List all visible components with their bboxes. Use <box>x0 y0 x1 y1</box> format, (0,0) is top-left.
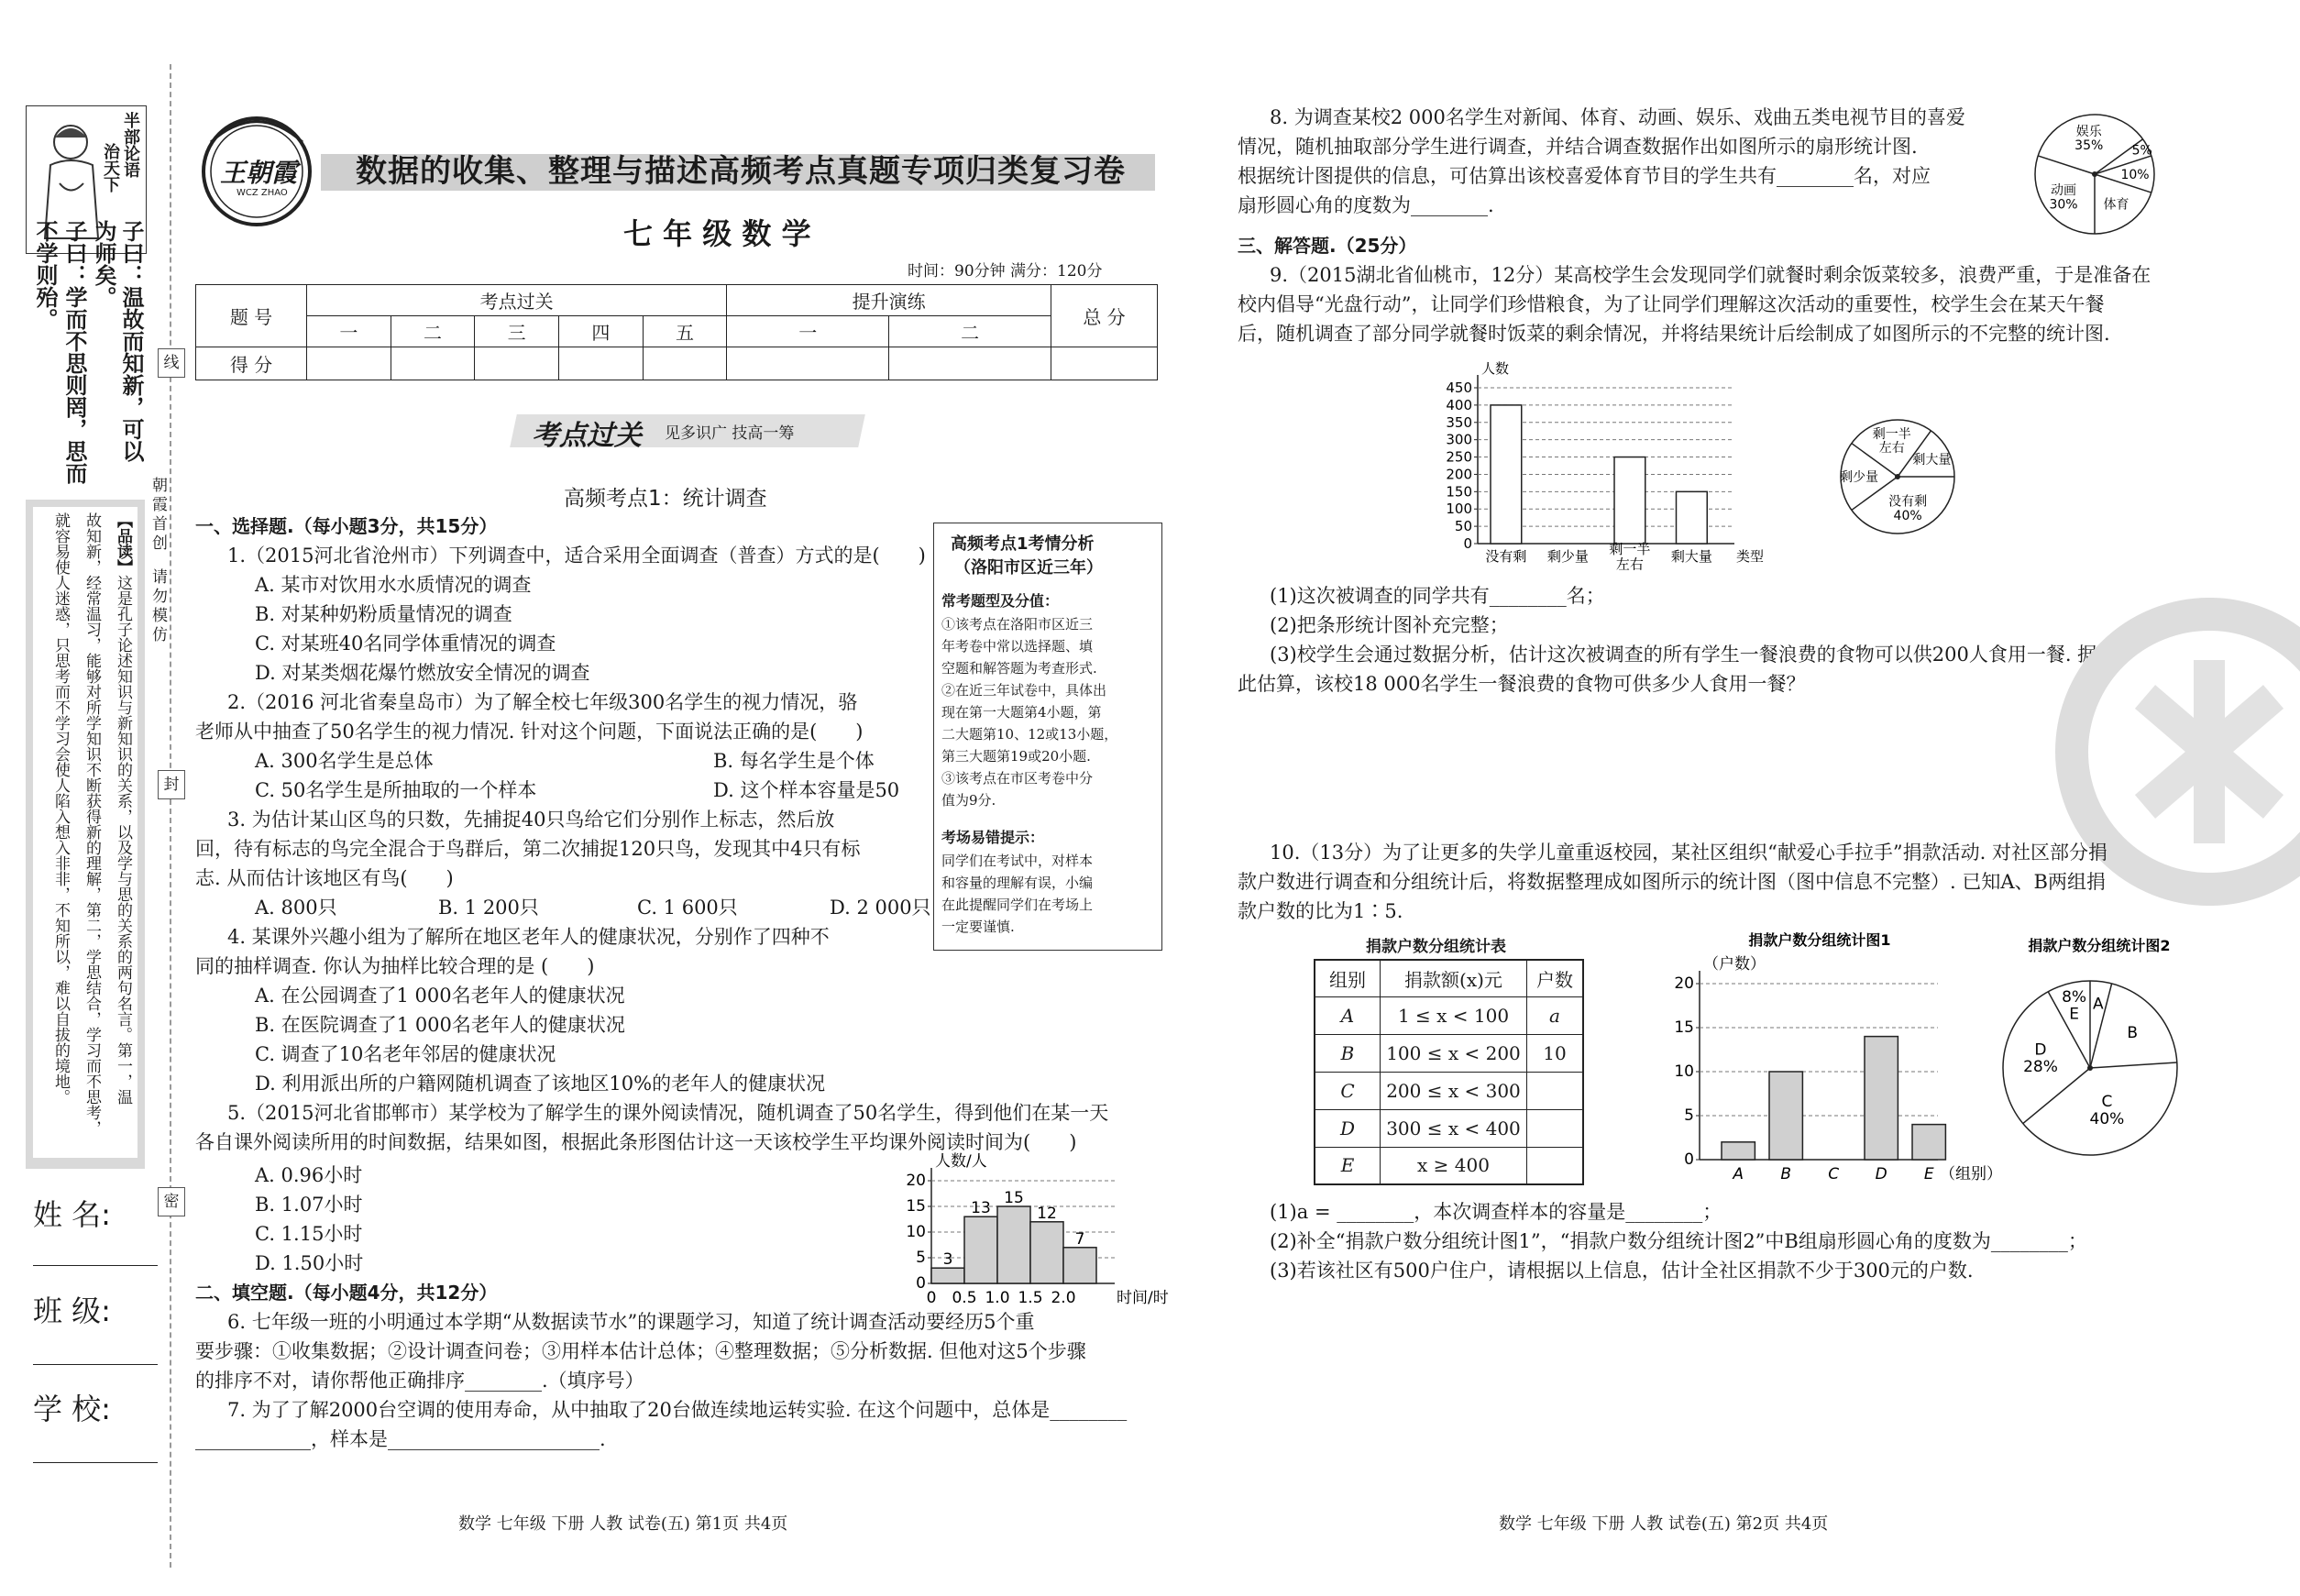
banner-title: 考点过关 <box>532 420 642 452</box>
page-subtitle: 七 年 级 数 学 <box>623 216 811 251</box>
pie-slice-label: 体育 <box>2103 197 2129 213</box>
comment-block <box>26 500 145 1169</box>
comment-line: 就容易使人迷惑，只思考而不学习会使人陷入想入非非，不知所以，难以自拔的境地。 <box>51 512 70 1105</box>
q10-sub: (3)若该社区有500户住户，请根据以上信息，估计全社区捐款不少于300元的户数. <box>1270 1260 1974 1282</box>
q8-line[interactable]: 根据统计图提供的信息，可估算出该校喜爱体育节目的学生共有________名，对应 <box>1238 165 1931 187</box>
q1-option[interactable]: C. 对某班40名同学体重情况的调查 <box>255 633 556 655</box>
bar <box>1614 457 1645 544</box>
y-tick-label: 350 <box>1446 413 1472 431</box>
y-tick-label: 0 <box>1463 535 1472 552</box>
q8-line: 情况，随机抽取部分学生进行调查，并结合调查数据作出如图所示的扇形统计图. <box>1238 136 1918 158</box>
q1-option[interactable]: B. 对某种奶粉质量情况的调查 <box>255 603 512 625</box>
q2-option[interactable]: A. 300名学生是总体 <box>255 750 434 772</box>
q3-line: 回，待有标志的鸟完全混合于鸟群后，第二次捕捉120只鸟，发现其中4只有标 <box>195 838 861 860</box>
x-tick-label: A <box>1733 1165 1744 1183</box>
q8-line: 8. 为调查某校2 000名学生对新闻、体育、动画、娱乐、戏曲五类电视节目的喜爱 <box>1270 106 1965 128</box>
y-tick-label: 15 <box>906 1197 926 1216</box>
q10-bar-chart <box>1668 930 2002 1196</box>
y-axis-label: 人数 <box>1481 360 1510 377</box>
y-tick-label: 200 <box>1446 466 1472 483</box>
analysis-text: ①该考点在洛阳市区近三 年考卷中常以选择题、填 空题和解答题为考查形式. ②在近三年试卷中，具体出 现在第一大题第4小题，第 二大题第10、12或13小题， 第三大题第19或20小题. ③该考点在市区考卷中分 值为9分. <box>941 616 1118 809</box>
q10-table: 组别 捐款额(x)元 户数 A 1 ≤ x < 100 a B 100 ≤ x < 200 10 C 200 ≤ x < 300 D 300 ≤ x < 400 E x ≥ 400 <box>1314 959 1584 1185</box>
y-tick-label: 450 <box>1446 380 1472 396</box>
x-tick-label: D <box>1875 1165 1887 1183</box>
pie-slice-label: 剩少量 <box>1840 470 1878 485</box>
bar <box>1491 405 1522 544</box>
cut-mark: 密 <box>158 1187 185 1216</box>
q10-pie-chart <box>1989 930 2209 1178</box>
quote-line: 子曰：学而不思则罔，思而 <box>61 220 87 484</box>
quote-line: 子曰：温故而知新，可以 <box>118 220 144 462</box>
q4-option[interactable]: A. 在公园调查了1 000名老年人的健康状况 <box>255 985 625 1007</box>
q9-sub: (2)把条形统计图补充完整； <box>1270 614 1509 636</box>
choice-header: 一、选择题.（每小题3分，共15分） <box>195 515 498 537</box>
solve-header: 三、解答题.（25分） <box>1238 235 1417 257</box>
tips-text: 同学们在考试中，对样本 和容量的理解有误，小编 在此提醒同学们在考场上 一定要谨慎. <box>941 853 1094 935</box>
x-tick-label: 没有剩 <box>1485 548 1527 565</box>
q6-line[interactable]: 的排序不对，请你帮他正确排序________.（填序号） <box>195 1370 644 1392</box>
q8-line[interactable]: 扇形圆心角的度数为________. <box>1238 194 1494 216</box>
q9-sub: 此估算，该校18 000名学生一餐浪费的食物可供多少人食用一餐？ <box>1238 673 1806 695</box>
q10-sub[interactable]: (1)a = ________，本次调查样本的容量是________； <box>1270 1201 1722 1223</box>
bar-value-label: 13 <box>971 1199 991 1218</box>
chart-title: 捐款户数分组统计图1 <box>1748 931 1891 949</box>
q4-line: 4. 某课外兴趣小组为了解所在地区老年人的健康状况，分别作了四种不 <box>227 926 830 948</box>
pie-slice-label: 10% <box>2120 168 2150 182</box>
score-table: 题 号 考点过关 提升演练 总 分 一 二 三 四 五 一 二 得 分 <box>195 284 1158 380</box>
bar <box>1030 1222 1063 1283</box>
q5-line: 各自课外阅读所用的时间数据，结果如图，根据此条形图估计这一天该校学生平均课外阅读时间为( ) <box>195 1131 1077 1153</box>
y-tick-label: 15 <box>1674 1018 1694 1037</box>
y-tick-label: 20 <box>1674 974 1694 993</box>
y-tick-label: 50 <box>1454 518 1472 535</box>
x-tick-label: 1.0 <box>985 1289 1010 1307</box>
quote-block <box>26 220 145 495</box>
q2-line: 老师从中抽查了50名学生的视力情况. 针对这个问题，下面说法正确的是( ) <box>195 721 864 743</box>
q2-option[interactable]: D. 这个样本容量是50 <box>713 779 900 801</box>
y-tick-label: 300 <box>1446 431 1472 448</box>
y-axis-label: （户数） <box>1703 955 1766 974</box>
q5-option[interactable]: D. 1.50小时 <box>255 1252 364 1274</box>
bar <box>1063 1248 1096 1283</box>
q10-line: 款户数的比为1∶5. <box>1238 900 1403 922</box>
banner-sub: 见多识广 技高一筹 <box>665 424 795 443</box>
q3-line: 3. 为估计某山区鸟的只数，先捕捉40只鸟给它们分别作上标志，然后放 <box>227 809 835 831</box>
motto-bottom: 治天下 <box>101 143 120 193</box>
q2-option[interactable]: B. 每名学生是个体 <box>713 750 875 772</box>
bar <box>1769 1072 1802 1160</box>
x-tick-label: E <box>1923 1165 1934 1183</box>
x-tick-label: 剩少量 <box>1546 548 1589 565</box>
comment-line: 【品读】这是孔子论述知识与新知识的关系，以及学与思的关系的两句名言。第一，温 <box>114 512 132 1105</box>
chart-title: 捐款户数分组统计图2 <box>2028 937 2171 954</box>
q9-line: 后，随机调查了部分同学就餐时饭菜的剩余情况，并将结果统计后绘制成了如图所示的不完整的统计图. <box>1238 323 2110 345</box>
group-kaodian: 考点过关 <box>307 285 727 316</box>
q4-option[interactable]: D. 利用派出所的户籍网随机调查了该地区10%的老年人的健康状况 <box>255 1073 826 1095</box>
bar <box>1722 1142 1755 1160</box>
q5-option[interactable]: B. 1.07小时 <box>255 1194 363 1216</box>
bar-value-label: 12 <box>1037 1204 1057 1223</box>
cut-mark: 线 <box>158 348 185 378</box>
footer-left: 数学 七年级 下册 人教 试卷(五) 第1页 共4页 <box>458 1514 788 1534</box>
q5-line: 5.（2015河北省邯郸市）某学校为了解学生的课外阅读情况，随机调查了50名学生，得到他们在某一天 <box>227 1102 1109 1124</box>
y-tick-label: 100 <box>1446 501 1472 518</box>
time-info: 时间：90分钟 满分：120分 <box>908 262 1103 281</box>
x-tick-label: 2.0 <box>1051 1289 1076 1307</box>
q3-option[interactable]: A. 800只 <box>255 897 337 919</box>
pie-slice-label: 剩一半左右 <box>1872 426 1911 457</box>
q5-option[interactable]: C. 1.15小时 <box>255 1223 363 1245</box>
quote-line: 为师矣。 <box>91 220 116 308</box>
q3-option[interactable]: B. 1 200只 <box>438 897 539 919</box>
motto-top: 半部论语 <box>121 112 140 178</box>
q6-line: 要步骤：①收集数据；②设计调查问卷；③用样本估计总体；④整理数据；⑤分析数据. 但他对这5个步骤 <box>195 1340 1086 1362</box>
q9-sub: (3)校学生会通过数据分析，估计这次被调查的所有学生一餐浪费的食物可以供200人食用一餐. 据 <box>1270 644 2097 666</box>
pie-center <box>2092 171 2097 177</box>
bar <box>964 1216 997 1283</box>
bar <box>1677 491 1708 544</box>
pie-slice-label: 剩大量 <box>1912 452 1952 468</box>
x-axis-label: （组别） <box>1940 1165 2002 1183</box>
pie-center <box>1895 474 1900 479</box>
q5-bar-chart <box>906 1152 1169 1311</box>
logo: 王朝霞 WCZ ZHAO <box>193 105 321 234</box>
q4-option[interactable]: B. 在医院调查了1 000名老年人的健康状况 <box>255 1014 625 1036</box>
field-school-label: 学 校: <box>33 1392 111 1426</box>
group-tisheng: 提升演练 <box>727 285 1051 316</box>
q8-pie-chart <box>2017 110 2182 238</box>
q4-line: 同的抽样调查. 你认为抽样比较合理的是 ( ) <box>195 955 595 977</box>
bar <box>1865 1037 1898 1160</box>
pie-center <box>2087 1065 2093 1071</box>
y-axis-label: 人数/人 <box>935 1152 987 1171</box>
q10-sub[interactable]: (2)补全“捐款户数分组统计图1”，“捐款户数分组统计图2”中B组扇形圆心角的度数为________； <box>1270 1230 2087 1252</box>
x-tick-label: C <box>1828 1165 1840 1183</box>
y-tick-label: 10 <box>906 1223 926 1241</box>
bar-value-label: 7 <box>1074 1229 1085 1249</box>
pie-slice-label: 没有剩 40% <box>1888 494 1928 523</box>
comment-line: 故知新，经常温习，能够对所学知识不断获得新的理解，第二，学思结合，学习而不思考， <box>83 512 101 1136</box>
analysis-box: 高频考点1考情分析 （洛阳市区近三年） 常考题型及分值： ①该考点在洛阳市区近三 年考卷中常以选择题、填 空题和解答题为考查形式. ②在近三年试卷中，具体出 现在第一大题第4小题，第 二大题第10、12或13小题， 第三大题第19或20小题. ③该考点在市区考卷中分 值为9分. 考场易错提示： 同学们在考试中，对样本 和容量的理解有误，小编 在此提醒同学们在考场上 一定要谨慎. <box>933 523 1162 951</box>
field-name-line[interactable] <box>33 1265 158 1266</box>
page-title: 数据的收集、整理与描述高频考点真题专项归类复习卷 <box>356 153 1126 190</box>
q9-bar-chart <box>1439 353 1769 573</box>
q1-stem: 1.（2015河北省沧州市）下列调查中，适合采用全面调查（普查）方式的是( ) <box>227 545 926 567</box>
q7-line[interactable]: ____________，样本是______________________. <box>195 1428 606 1450</box>
q10-line: 款户数进行调查和分组统计后，将数据整理成如图所示的统计图（图中信息不完整）. 已知A、B两组捐 <box>1238 871 2106 893</box>
q9-line: 9.（2015湖北省仙桃市，12分）某高校学生会发现同学们就餐时剩余饭菜较多，浪费严重，于是准备在 <box>1270 264 2151 286</box>
q6-line: 6. 七年级一班的小明通过本学期“从数据读节水”的课题学习，知道了统计调查活动要经历5个重 <box>227 1311 1035 1333</box>
x-tick-label: 0 <box>926 1289 937 1307</box>
q9-line: 校内倡导“光盘行动”，让同学们珍惜粮食，为了让同学们理解这次活动的重要性，校学生会在某天午餐 <box>1238 293 2105 315</box>
cut-line <box>170 64 171 1568</box>
q3-line: 志. 从而估计该地区有鸟( ) <box>195 867 454 889</box>
field-class-line[interactable] <box>33 1364 158 1365</box>
field-class-label: 班 级: <box>33 1293 111 1328</box>
footer-right: 数学 七年级 下册 人教 试卷(五) 第2页 共4页 <box>1499 1514 1829 1534</box>
y-tick-label: 250 <box>1446 448 1472 466</box>
seal-words: 朝 霞 首 创 <box>152 477 168 553</box>
table10-title: 捐款户数分组统计表 <box>1366 938 1506 956</box>
field-school-line[interactable] <box>33 1462 158 1463</box>
pie-slice-label: 动画 30% <box>2049 182 2078 213</box>
pie-slice-label: D 28% <box>2023 1040 2058 1077</box>
q1-option[interactable]: A. 某市对饮用水水质情况的调查 <box>255 574 532 596</box>
y-tick-label: 0 <box>1684 1150 1694 1169</box>
bar <box>931 1268 964 1283</box>
pie-slice-label: A <box>2092 995 2104 1014</box>
q1-option[interactable]: D. 对某类烟花爆竹燃放安全情况的调查 <box>255 662 590 684</box>
field-name-label: 姓 名: <box>33 1197 111 1232</box>
x-tick-label: 剩一半左右 <box>1609 540 1651 573</box>
x-tick-label: 0.5 <box>952 1289 977 1307</box>
y-tick-label: 20 <box>906 1172 926 1190</box>
y-tick-label: 0 <box>916 1274 926 1293</box>
x-tick-label: 剩大量 <box>1670 548 1712 565</box>
x-tick-label: 1.5 <box>1018 1289 1043 1307</box>
x-axis-label: 类型 <box>1736 548 1765 565</box>
quote-line: 不学则殆。 <box>32 220 58 330</box>
y-tick-label: 10 <box>1674 1062 1694 1081</box>
q5-option[interactable]: A. 0.96小时 <box>255 1164 363 1186</box>
fill-header: 二、填空题.（每小题4分，共12分） <box>195 1282 498 1304</box>
pie-slice-label: B <box>2127 1023 2139 1042</box>
y-tick-label: 5 <box>1684 1106 1694 1125</box>
y-tick-label: 150 <box>1446 483 1472 501</box>
y-tick-label: 5 <box>916 1249 926 1267</box>
pie-slice-label: 8% E <box>2062 987 2087 1024</box>
q9-pie-chart <box>1824 413 1971 541</box>
q10-line: 10.（13分）为了让更多的失学儿童重返校园，某社区组织“献爱心手拉手”捐款活动. 对社区部分捐 <box>1270 842 2107 864</box>
y-tick-label: 400 <box>1446 396 1472 413</box>
pie-slice-label: C 40% <box>2089 1093 2125 1128</box>
q9-sub[interactable]: (1)这次被调查的同学共有________名； <box>1270 585 1605 607</box>
pie-slice-label: 5% <box>2131 143 2152 159</box>
q4-option[interactable]: C. 调查了10名老年邻居的健康状况 <box>255 1043 556 1065</box>
q7-line[interactable]: 7. 为了了解2000台空调的使用寿命，从中抽取了20台做连续地运转实验. 在这个问题中，总体是________ <box>227 1399 1128 1421</box>
x-axis-label: 时间/时 <box>1117 1289 1169 1307</box>
q3-option[interactable]: D. 2 000只 <box>830 897 931 919</box>
bar <box>1912 1125 1945 1160</box>
x-tick-label: B <box>1780 1165 1792 1183</box>
bar-value-label: 15 <box>1004 1189 1024 1207</box>
bar <box>997 1206 1030 1283</box>
bar-value-label: 3 <box>942 1250 953 1270</box>
pie-slice-label: 娱乐 35% <box>2074 124 2104 154</box>
cut-mark: 封 <box>158 770 185 799</box>
q2-line: 2.（2016 河北省秦皇岛市）为了解全校七年级300名学生的视力情况，骆 <box>227 691 858 713</box>
q3-option[interactable]: C. 1 600只 <box>637 897 738 919</box>
section1-title: 高频考点1：统计调查 <box>564 487 767 511</box>
q2-option[interactable]: C. 50名学生是所抽取的一个样本 <box>255 779 537 801</box>
seal-words-2: 请 勿 模 仿 <box>152 568 168 644</box>
